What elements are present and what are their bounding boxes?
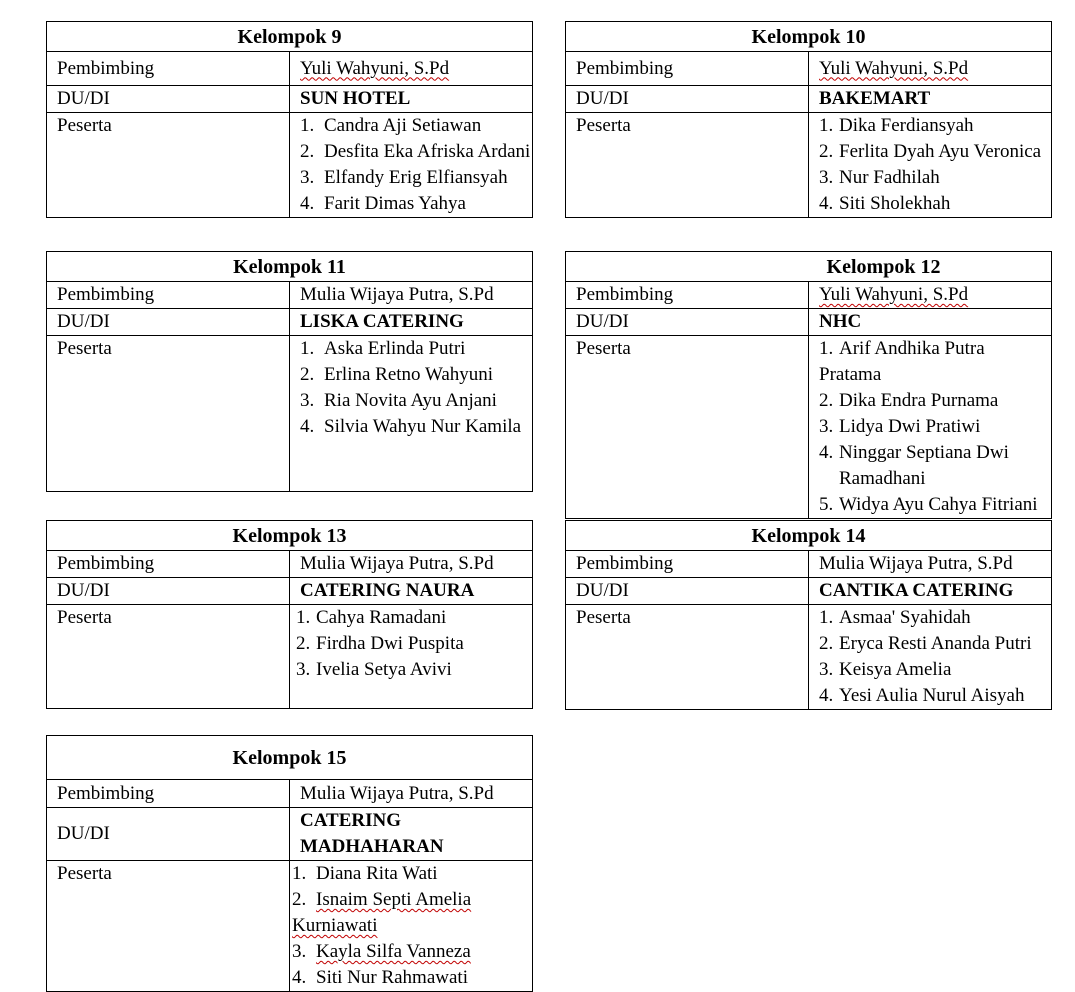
list-item: 1. Candra Aji Setiawan — [300, 115, 482, 136]
group-table-15 — [46, 735, 533, 992]
label-peserta: Peserta — [566, 336, 809, 519]
pembimbing-value: Yuli Wahyuni, S.Pd — [290, 52, 533, 86]
label-pembimbing: Pembimbing — [47, 52, 290, 86]
group-title: Kelompok 13 — [47, 521, 533, 551]
list-item: 4. Yesi Aulia Nurul Aisyah — [819, 685, 1025, 706]
group-title: Kelompok 11 — [47, 252, 533, 282]
pembimbing-value: Yuli Wahyuni, S.Pd — [809, 52, 1052, 86]
list-item: 2. Erlina Retno Wahyuni — [300, 364, 494, 385]
label-dudi: DU/DI — [566, 86, 809, 113]
label-dudi: DU/DI — [47, 86, 290, 113]
group-table-13 — [46, 520, 533, 709]
pembimbing-value: Yuli Wahyuni, S.Pd — [809, 282, 1052, 309]
group-table-9 — [46, 21, 533, 218]
label-peserta: Peserta — [47, 861, 290, 992]
peserta-list — [809, 336, 1052, 519]
label-dudi: DU/DI — [47, 808, 290, 861]
list-item: 4. Siti Sholekhah — [819, 193, 951, 214]
label-pembimbing: Pembimbing — [47, 282, 290, 309]
group-title: Kelompok 10 — [566, 22, 1052, 52]
list-item: 1. Arif Andhika Putra Pratama — [819, 338, 985, 385]
list-item: 4. Siti Nur Rahmawati — [292, 967, 468, 988]
group-title: Kelompok 15 — [47, 736, 533, 780]
group-table-11 — [46, 251, 533, 492]
group-title: Kelompok 14 — [566, 521, 1052, 551]
list-item: 1. Asmaa' Syahidah — [819, 607, 971, 628]
group-title: Kelompok 12 — [566, 252, 1052, 282]
label-dudi: DU/DI — [566, 309, 809, 336]
label-pembimbing: Pembimbing — [47, 780, 290, 808]
pembimbing-value: Mulia Wijaya Putra, S.Pd — [290, 282, 533, 309]
label-dudi: DU/DI — [566, 578, 809, 605]
list-item: 4. Silvia Wahyu Nur Kamila — [300, 416, 522, 437]
label-peserta: Peserta — [566, 605, 809, 710]
label-dudi: DU/DI — [47, 309, 290, 336]
group-title: Kelompok 9 — [47, 22, 533, 52]
list-item: 2. Desfita Eka Afriska Ardani — [300, 141, 531, 162]
dudi-value: CATERING NAURA — [290, 578, 533, 605]
list-item: 1. Aska Erlinda Putri — [300, 338, 466, 359]
list-item: 3. Elfandy Erig Elfiansyah — [300, 167, 508, 188]
list-item: 3. Ria Novita Ayu Anjani — [300, 390, 497, 411]
label-peserta: Peserta — [47, 113, 290, 218]
list-item: 2. Isnaim Septi Amelia Kurniawati — [292, 889, 472, 936]
list-item: 4. Ninggar Septiana Dwi Ramadhani — [819, 442, 1009, 489]
list-item: 3. Lidya Dwi Pratiwi — [819, 416, 981, 437]
label-pembimbing: Pembimbing — [566, 551, 809, 578]
peserta-list — [290, 605, 533, 709]
peserta-list — [809, 605, 1052, 710]
dudi-value: BAKEMART — [809, 86, 1052, 113]
peserta-list — [290, 336, 533, 492]
dudi-value: LISKA CATERING — [290, 309, 533, 336]
dudi-value: SUN HOTEL — [290, 86, 533, 113]
list-item: 3. Kayla Silfa Vanneza — [292, 941, 471, 962]
list-item: 3. Ivelia Setya Avivi — [296, 659, 452, 680]
group-table-10 — [565, 21, 1052, 218]
dudi-value: CATERING MADHAHARAN — [290, 808, 533, 861]
list-item: 1. Dika Ferdiansyah — [819, 115, 974, 136]
label-pembimbing: Pembimbing — [566, 52, 809, 86]
group-table-14 — [565, 520, 1052, 710]
label-pembimbing: Pembimbing — [47, 551, 290, 578]
label-peserta: Peserta — [566, 113, 809, 218]
list-item: 2. Firdha Dwi Puspita — [296, 633, 464, 654]
list-item: 3. Nur Fadhilah — [819, 167, 940, 188]
pembimbing-value: Mulia Wijaya Putra, S.Pd — [290, 780, 533, 808]
peserta-list — [290, 861, 533, 992]
list-item: 1. Cahya Ramadani — [296, 607, 447, 628]
dudi-value: CANTIKA CATERING — [809, 578, 1052, 605]
peserta-list — [290, 113, 533, 218]
label-peserta: Peserta — [47, 605, 290, 709]
list-item: 3. Keisya Amelia — [819, 659, 952, 680]
label-peserta: Peserta — [47, 336, 290, 492]
pembimbing-value: Mulia Wijaya Putra, S.Pd — [809, 551, 1052, 578]
list-item: 1. Diana Rita Wati — [292, 863, 438, 884]
list-item: 5. Widya Ayu Cahya Fitriani — [819, 494, 1038, 515]
list-item: 2. Ferlita Dyah Ayu Veronica — [819, 141, 1042, 162]
list-item: 2. Dika Endra Purnama — [819, 390, 999, 411]
dudi-value: NHC — [809, 309, 1052, 336]
label-pembimbing: Pembimbing — [566, 282, 809, 309]
label-dudi: DU/DI — [47, 578, 290, 605]
pembimbing-value: Mulia Wijaya Putra, S.Pd — [290, 551, 533, 578]
list-item: 4. Farit Dimas Yahya — [300, 193, 466, 214]
list-item: 2. Eryca Resti Ananda Putri — [819, 633, 1032, 654]
group-table-12 — [565, 251, 1052, 519]
peserta-list — [809, 113, 1052, 218]
